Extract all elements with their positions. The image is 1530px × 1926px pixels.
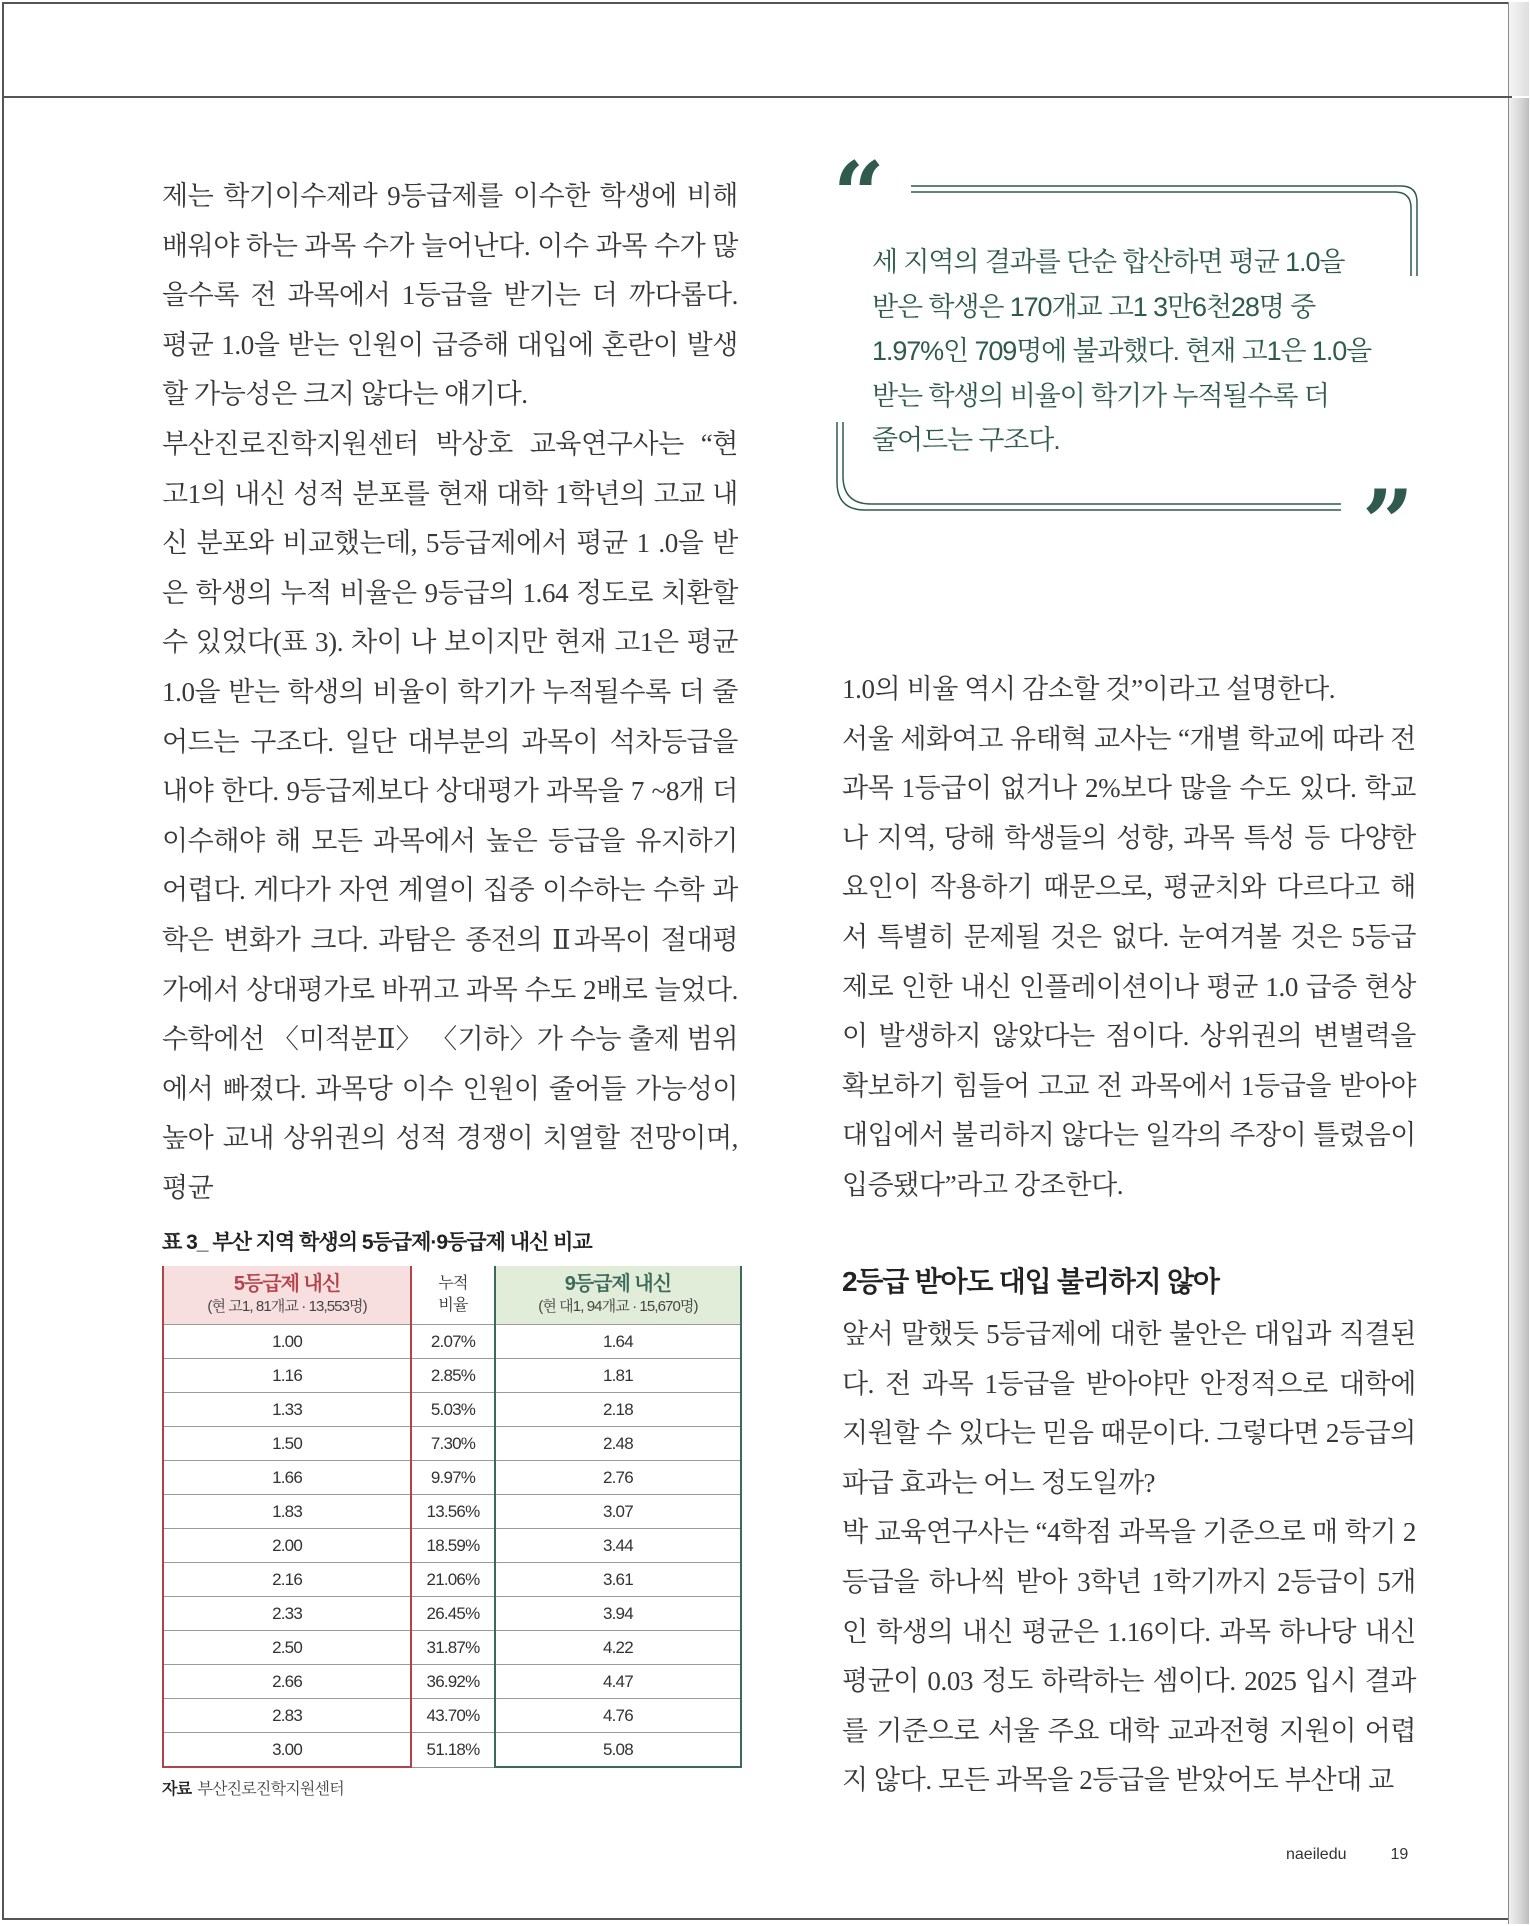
header-9-grade — [495, 1266, 741, 1325]
section-heading: 2등급 받아도 대입 불리하지 않아 — [842, 1266, 1219, 1297]
table-row — [163, 1665, 741, 1699]
table-row — [163, 1427, 741, 1461]
grade-9-value: 4.47 — [495, 1665, 741, 1699]
source-label: 자료 — [162, 1781, 192, 1798]
cumulative-ratio: 21.06% — [411, 1563, 495, 1597]
table-row — [163, 1631, 741, 1665]
table-row — [163, 1393, 741, 1427]
table-row — [163, 1733, 741, 1768]
table-row — [163, 1495, 741, 1529]
header-cumulative — [411, 1266, 495, 1325]
header-5-grade — [163, 1266, 411, 1325]
grade-9-value: 3.44 — [495, 1529, 741, 1563]
table-row — [163, 1359, 741, 1393]
grade-9-value: 2.48 — [495, 1427, 741, 1461]
grade-5-value: 1.33 — [163, 1393, 411, 1427]
table-row — [163, 1461, 741, 1495]
grade-9-value: 4.76 — [495, 1699, 741, 1733]
header-cumulative-line2: 비율 — [438, 1297, 468, 1314]
grade-9-value: 1.64 — [495, 1325, 741, 1359]
table-row — [163, 1563, 741, 1597]
cumulative-ratio: 2.07% — [411, 1325, 495, 1359]
left-column — [162, 172, 738, 1213]
grade-5-value: 1.83 — [163, 1495, 411, 1529]
cumulative-ratio: 51.18% — [411, 1733, 495, 1768]
cumulative-ratio: 7.30% — [411, 1427, 495, 1461]
section-paragraph-1: 앞서 말했듯 5등급제에 대한 불안은 대입과 직결된다. 전 과목 1등급을 받아야만 안정적으로 대학에 지원할 수 있다는 믿음 때문이다. 그렇다면 2등급의 파급 효과는 어느 정도일까? — [842, 1319, 1416, 1498]
table-header-row — [163, 1266, 741, 1325]
right-paragraph-2: 서울 세화여고 유태혁 교사는 “개별 학교에 따라 전 과목 1등급이 없거나 2%보다 많을 수도 있다. 학교나 지역, 당해 학생들의 성향, 과목 특성 등 다양한 요인이 작용하기 때문으로, 평균치와 다르다고 해서 특별히 문제될 것은 없다. 눈여겨볼 것은 5등급제로 인한 내신 인플레이션이나 평균 1.0 급증 현상이 발생하지 않았다는 점이다. 상위권의 변별력을 확보하기 힘들어 고교 전 과목에서 1등급을 받아야 대입에서 불리하지 않다는 일각의 주장이 틀렸음이 입증됐다”라고 강조한다. — [842, 723, 1416, 1200]
left-paragraph-2: 부산진로진학지원센터 박상호 교육연구사는 “현 고1의 내신 성적 분포를 현재 대학 1학년의 고교 내신 분포와 비교했는데, 5등급제에서 평균 1 .0을 받은 학생의 누적 비율은 9등급의 1.64 정도로 치환할 수 있었다(표 3). 차이 나 보이지만 현재 고1은 평균 1.0을 받는 학생의 비율이 학기가 누적될수록 더 줄어드는 구조다. 일단 대부분의 과목이 석차등급을 내야 한다. 9등급제보다 상대평가 과목을 7 ~8개 더 이수해야 해 모든 과목에서 높은 등급을 유지하기 어렵다. 게다가 자연 계열이 집중 이수하는 수학 과학은 변화가 크다. 과탐은 종전의 Ⅱ과목이 절대평가에서 상대평가로 바뀌고 과목 수도 2배로 늘었다. 수학에선 〈미적분Ⅱ〉 〈기하〉가 수능 출제 범위에서 빠졌다. 과목당 이수 인원이 줄어들 가능성이 높아 교내 상위권의 성적 경쟁이 치열할 전망이며, 평균 — [162, 428, 738, 1203]
grade-5-value: 2.50 — [163, 1631, 411, 1665]
grade-9-value: 3.07 — [495, 1495, 741, 1529]
grade-9-value: 2.76 — [495, 1461, 741, 1495]
page-edge-top — [1508, 2, 1529, 96]
grade-5-value: 2.83 — [163, 1699, 411, 1733]
close-quote-icon: ” — [1362, 470, 1406, 576]
cumulative-ratio: 26.45% — [411, 1597, 495, 1631]
open-quote-icon: “ — [833, 142, 877, 248]
grade-9-value: 3.94 — [495, 1597, 741, 1631]
header-5-subtitle: (현 고1, 81개교 · 13,553명) — [207, 1298, 367, 1315]
table-row — [163, 1699, 741, 1733]
grade-5-value: 3.00 — [163, 1733, 411, 1768]
section-paragraph-2: 박 교육연구사는 “4학점 과목을 기준으로 매 학기 2등급을 하나씩 받아 3학년 1학기까지 2등급이 5개인 학생의 내신 평균은 1.16이다. 과목 하나당 내신 평균이 0.03 정도 하락하는 셈이다. 2025 입시 결과를 기준으로 서울 주요 대학 교과전형 지원이 어렵지 않다. 모든 과목을 2등급을 받았어도 부산대 교 — [842, 1517, 1416, 1796]
table-row — [163, 1529, 741, 1563]
table-row — [163, 1597, 741, 1631]
grade-9-value: 5.08 — [495, 1733, 741, 1768]
left-paragraph-1: 제는 학기이수제라 9등급제를 이수한 학생에 비해 배워야 하는 과목 수가 늘어난다. 이수 과목 수가 많을수록 전 과목에서 1등급을 받기는 더 까다롭다. 평균 1.0을 받는 인원이 급증해 대입에 혼란이 발생할 가능성은 크지 않다는 얘기다. — [162, 181, 738, 410]
top-rule — [2, 96, 1512, 98]
source-text: 부산진로진학지원센터 — [197, 1781, 344, 1798]
grade-5-value: 2.00 — [163, 1529, 411, 1563]
grade-9-value: 3.61 — [495, 1563, 741, 1597]
table-row — [163, 1325, 741, 1359]
cumulative-ratio: 13.56% — [411, 1495, 495, 1529]
grade-5-value: 1.50 — [163, 1427, 411, 1461]
header-9-title: 9등급제 내신 — [564, 1273, 672, 1295]
pull-quote-text: 세 지역의 결과를 단순 합산하면 평균 1.0을 받은 학생은 170개교 고1 3만6천28명 중 1.97%인 709명에 불과했다. 현재 고1은 1.0을 받는 학생의 비율이 학기가 누적될수록 더 줄어드는 구조다. — [872, 247, 1372, 455]
page-footer — [1286, 1846, 1408, 1864]
grade-5-value: 1.66 — [163, 1461, 411, 1495]
publication-name: naeiledu — [1286, 1846, 1347, 1863]
cumulative-ratio: 5.03% — [411, 1393, 495, 1427]
grade-comparison-table — [162, 1266, 742, 1768]
table-body — [163, 1325, 741, 1768]
cumulative-ratio: 9.97% — [411, 1461, 495, 1495]
grade-5-value: 2.66 — [163, 1665, 411, 1699]
section-body — [842, 1310, 1416, 1806]
header-9-subtitle: (현 대1, 94개교 · 15,670명) — [538, 1298, 698, 1315]
right-column — [842, 665, 1416, 1211]
grade-9-value: 4.22 — [495, 1631, 741, 1665]
grade-5-value: 1.00 — [163, 1325, 411, 1359]
page-edge — [1508, 98, 1529, 1924]
grade-9-value: 2.18 — [495, 1393, 741, 1427]
cumulative-ratio: 31.87% — [411, 1631, 495, 1665]
cumulative-ratio: 36.92% — [411, 1665, 495, 1699]
header-cumulative-line1: 누적 — [438, 1275, 468, 1292]
cumulative-ratio: 18.59% — [411, 1529, 495, 1563]
grade-5-value: 1.16 — [163, 1359, 411, 1393]
table-caption: 표 3_ 부산 지역 학생의 5등급제·9등급제 내신 비교 — [162, 1231, 592, 1254]
page-number: 19 — [1390, 1846, 1409, 1863]
grade-9-value: 1.81 — [495, 1359, 741, 1393]
cumulative-ratio: 2.85% — [411, 1359, 495, 1393]
cumulative-ratio: 43.70% — [411, 1699, 495, 1733]
grade-5-value: 2.16 — [163, 1563, 411, 1597]
header-5-title: 5등급제 내신 — [233, 1273, 341, 1295]
grade-5-value: 2.33 — [163, 1597, 411, 1631]
table-source — [162, 1776, 344, 1799]
right-paragraph-1: 1.0의 비율 역시 감소할 것”이라고 설명한다. — [842, 674, 1336, 704]
